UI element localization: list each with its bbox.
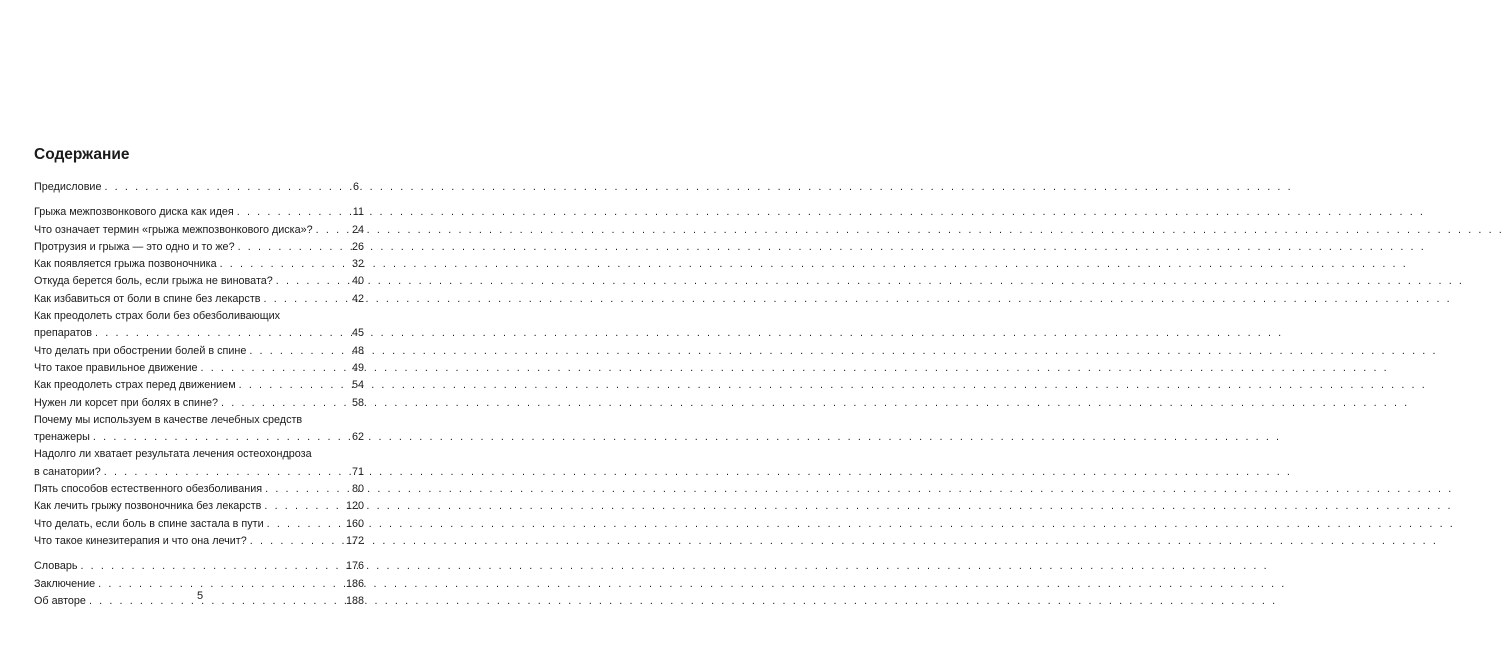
toc-entry[interactable]: Что делать при обострении болей в спине . . . 48	[34, 343, 364, 360]
toc-entry[interactable]: Об авторе . . . 188	[34, 593, 364, 610]
table-of-contents	[34, 179, 364, 610]
toc-entry[interactable]: Протрузия и грыжа — это одно и то же? . . . 26	[34, 239, 364, 256]
toc-entry[interactable]: тренажеры . . . 62	[34, 429, 364, 446]
toc-entry[interactable]: Как избавиться от боли в спине без лекарств . . . 42	[34, 291, 364, 308]
toc-entry[interactable]: Пять способов естественного обезболивания . . . 80	[34, 481, 364, 498]
toc-entry[interactable]: Заключение . . . 186	[34, 576, 364, 593]
toc-entry[interactable]: Как лечить грыжу позвоночника без лекарств . . . 120	[34, 498, 364, 515]
toc-entry-line1: Почему мы используем в качестве лечебных средств	[34, 413, 303, 426]
toc-entry-line1: Как преодолеть страх боли без обезболивающих	[34, 310, 281, 323]
toc-entry[interactable]: Что делать, если боль в спине застала в пути . . . 160	[34, 516, 364, 533]
toc-entry[interactable]: препаратов . . . 45	[34, 325, 364, 342]
toc-entry[interactable]: Грыжа межпозвонкового диска как идея . . . 11	[34, 204, 364, 221]
toc-entry[interactable]: Словарь . . . 176	[34, 558, 364, 575]
toc-title: Содержание	[34, 146, 130, 163]
page-number: 5	[196, 590, 204, 602]
toc-entry[interactable]: Откуда берется боль, если грыжа не виновата? . . . 40	[34, 273, 364, 290]
toc-entry[interactable]: Что такое кинезитерапия и что она лечит? . . . 172	[34, 533, 364, 550]
toc-entry[interactable]: Что такое правильное движение . . . 49	[34, 360, 364, 377]
toc-entry[interactable]: Как преодолеть страх перед движением . . . 54	[34, 377, 364, 394]
toc-entry[interactable]: в санатории? . . . 71	[34, 464, 364, 481]
toc-entry[interactable]: Как появляется грыжа позвоночника . . . 32	[34, 256, 364, 273]
toc-entry[interactable]: Нужен ли корсет при болях в спине? . . . 58	[34, 395, 364, 412]
toc-entry-line1: Надолго ли хватает результата лечения остеохондроза	[34, 448, 312, 461]
toc-entry[interactable]: Что означает термин «грыжа межпозвонкового диска»? . . . 24	[34, 222, 364, 239]
toc-entry[interactable]: Предисловие . . . 6	[34, 179, 364, 196]
